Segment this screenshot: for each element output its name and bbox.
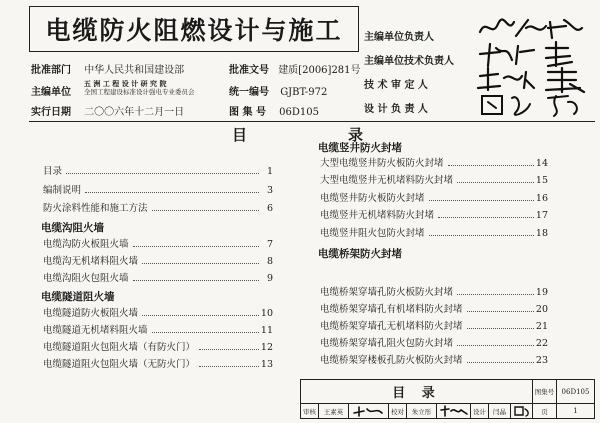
- toc-entry-title: 电缆桥架穿楼板孔防火板防火封堵: [320, 355, 463, 366]
- check-name: 朱立彤: [407, 404, 437, 418]
- toc-entry-page: 12: [260, 342, 273, 353]
- toc-entry-page: 9: [266, 273, 273, 284]
- toc-entry[interactable]: [320, 155, 548, 169]
- toc-entry-title: 电缆竖井防火板防火封堵: [320, 193, 425, 204]
- toc-entry-page: 19: [535, 287, 548, 298]
- resp-design-lead: 设 计 负 责 人: [364, 104, 428, 115]
- toc-entry-page: 13: [260, 359, 273, 370]
- toc-entry[interactable]: [43, 163, 273, 177]
- approval-doc: [229, 61, 361, 76]
- toc-entry-title: 电缆隧道阻火包阻火墙（无防火门）: [43, 359, 196, 370]
- toc-entry-page: 1: [266, 166, 273, 177]
- toc-entry-page: 17: [535, 210, 548, 221]
- approval-doc-value: 建质[2006]281号: [278, 65, 361, 76]
- toc-entry-page: 15: [535, 175, 548, 186]
- toc-entry-page: 22: [535, 338, 548, 349]
- toc-entry[interactable]: [43, 356, 273, 370]
- signature-2: [476, 40, 586, 68]
- editor-unit-line1: 五 洲 工 程 设 计 研 究 院: [84, 79, 167, 88]
- resp-tech-reviewer: 技 术 审 定 人: [364, 80, 428, 91]
- editor-unit-line2: 全国工程建设标准设计强电专业委员会: [84, 88, 195, 96]
- unified-no-value: GJBT-972: [280, 87, 328, 98]
- approval-doc-label: 批准文号: [229, 65, 269, 76]
- responsible-block: [364, 6, 596, 118]
- toc-entry-title: 电缆隧道防火板阻火墙: [43, 308, 139, 319]
- toc-entry-title: 电缆隧道阻火包阻火墙（有防火门）: [43, 342, 196, 353]
- toc-entry-page: 18: [535, 228, 548, 239]
- toc-entry-title: 目录: [43, 166, 63, 177]
- atlas-no-value: 06D105: [279, 107, 319, 118]
- effective-date-label: 实行日期: [31, 107, 71, 118]
- page-title: 电缆防火阻燃设计与施工: [45, 16, 343, 45]
- atlas-no-label: 图 集 号: [229, 107, 266, 118]
- toc-entry-title: 大型电缆竖井防火板防火封堵: [320, 158, 444, 169]
- approval-dept-label: 批准部门: [31, 65, 71, 76]
- toc-entry[interactable]: [43, 270, 273, 284]
- approval-dept-value: 中华人民共和国建设部: [84, 65, 185, 76]
- toc-entry[interactable]: [320, 190, 548, 204]
- toc-entry-title: 电缆隧道无机堵料阻火墙: [43, 325, 148, 336]
- toc-entry-title: 防火涂料性能和施工方法: [43, 203, 148, 214]
- toc-entry-page: 7: [266, 239, 273, 250]
- approval-dept: [31, 61, 184, 76]
- toc-entry[interactable]: [43, 339, 273, 353]
- effective-date: [31, 103, 184, 118]
- toc-entry-page: 14: [535, 158, 548, 169]
- editor-unit-label: 主编单位: [31, 87, 71, 98]
- toc-entry-title: 大型电缆竖井无机堵料防火封堵: [320, 175, 454, 186]
- toc-section-heading: 电缆竖井防火封堵: [318, 142, 402, 154]
- effective-date-value: 二〇〇六年十二月一日: [84, 107, 185, 118]
- toc-entry-page: 3: [266, 185, 273, 196]
- design-name: 闫晶: [489, 404, 511, 418]
- resp-chief-tech: 主编单位技术负责人: [364, 56, 454, 67]
- check-label: 校对: [389, 404, 407, 418]
- atlas-no: [229, 103, 319, 118]
- toc-entry[interactable]: [43, 253, 273, 267]
- title-box: [29, 6, 359, 52]
- toc-entry-page: 20: [535, 304, 548, 315]
- toc-entry-title: 电缆桥架穿墙孔阻火包防火封堵: [320, 338, 454, 349]
- toc-entry-page: 11: [260, 325, 273, 336]
- page-number: 1: [573, 407, 578, 415]
- toc-entry[interactable]: [320, 301, 548, 315]
- toc-entry[interactable]: [320, 335, 548, 349]
- toc-entry[interactable]: [320, 172, 548, 186]
- toc-entry-title: 电缆桥架穿墙孔无机堵料防火封堵: [320, 321, 463, 332]
- toc-entry[interactable]: [320, 318, 548, 332]
- toc-entry-title: 电缆桥架穿墙孔防火板防火封堵: [320, 287, 454, 298]
- toc-entry-title: 电缆沟无机堵料阻火墙: [43, 256, 139, 267]
- toc-heading-right: 录: [348, 126, 364, 144]
- review-signature: [349, 404, 389, 418]
- toc-entry-title: 电缆沟阻火包阻火墙: [43, 273, 129, 284]
- toc-entry[interactable]: [43, 200, 273, 214]
- editor-unit: [31, 83, 71, 98]
- toc-entry-page: 23: [535, 355, 548, 366]
- check-signature: [437, 404, 471, 418]
- atlas-value: 06D105: [557, 380, 594, 404]
- toc-entry[interactable]: [43, 182, 273, 196]
- toc-entry[interactable]: [320, 352, 548, 366]
- toc-entry-page: 6: [266, 203, 273, 214]
- unified-no-label: 统一编号: [229, 87, 269, 98]
- toc-entry-page: 8: [266, 256, 273, 267]
- toc-entry-page: 21: [535, 321, 548, 332]
- toc-entry-title: 电缆桥架穿墙孔有机堵料防火封堵: [320, 304, 463, 315]
- atlas-label: 图集号: [533, 380, 557, 404]
- toc-entry[interactable]: [320, 225, 548, 239]
- toc-entry[interactable]: [43, 305, 273, 319]
- toc-entry-page: 10: [260, 308, 273, 319]
- toc-entry-title: 电缆竖井无机堵料防火封堵: [320, 210, 435, 221]
- signature-1: [476, 14, 586, 42]
- toc-entry-title: 编制说明: [43, 185, 82, 196]
- page-label: 页: [533, 404, 557, 418]
- review-label: 审核: [301, 404, 319, 418]
- toc-entry[interactable]: [320, 207, 548, 221]
- toc-entry-page: 16: [535, 193, 548, 204]
- editor-unit-value: [84, 79, 195, 97]
- toc-entry[interactable]: [320, 284, 548, 298]
- unified-no: [229, 83, 327, 98]
- toc-entry-title: 电缆沟防火板阻火墙: [43, 239, 129, 250]
- header-divider: [29, 121, 595, 122]
- design-signature: [511, 404, 533, 418]
- review-name: 王素英: [319, 404, 349, 418]
- title-block-title: 目 录: [301, 380, 533, 404]
- title-block: [300, 379, 595, 419]
- signature-3: [476, 66, 592, 94]
- design-label: 设计: [471, 404, 489, 418]
- toc-section-heading: 电缆桥架防火封堵: [318, 248, 402, 260]
- toc-entry-title: 电缆竖井阻火包防火封堵: [320, 228, 425, 239]
- signature-4: [476, 92, 586, 118]
- toc-section-heading: 电缆隧道阻火墙: [41, 291, 115, 303]
- toc-section-heading: 电缆沟阻火墙: [41, 222, 104, 234]
- toc-heading-left: 目: [232, 126, 248, 144]
- toc-entry[interactable]: [43, 236, 273, 250]
- resp-chief-unit: 主编单位负责人: [364, 32, 434, 43]
- toc-entry[interactable]: [43, 322, 273, 336]
